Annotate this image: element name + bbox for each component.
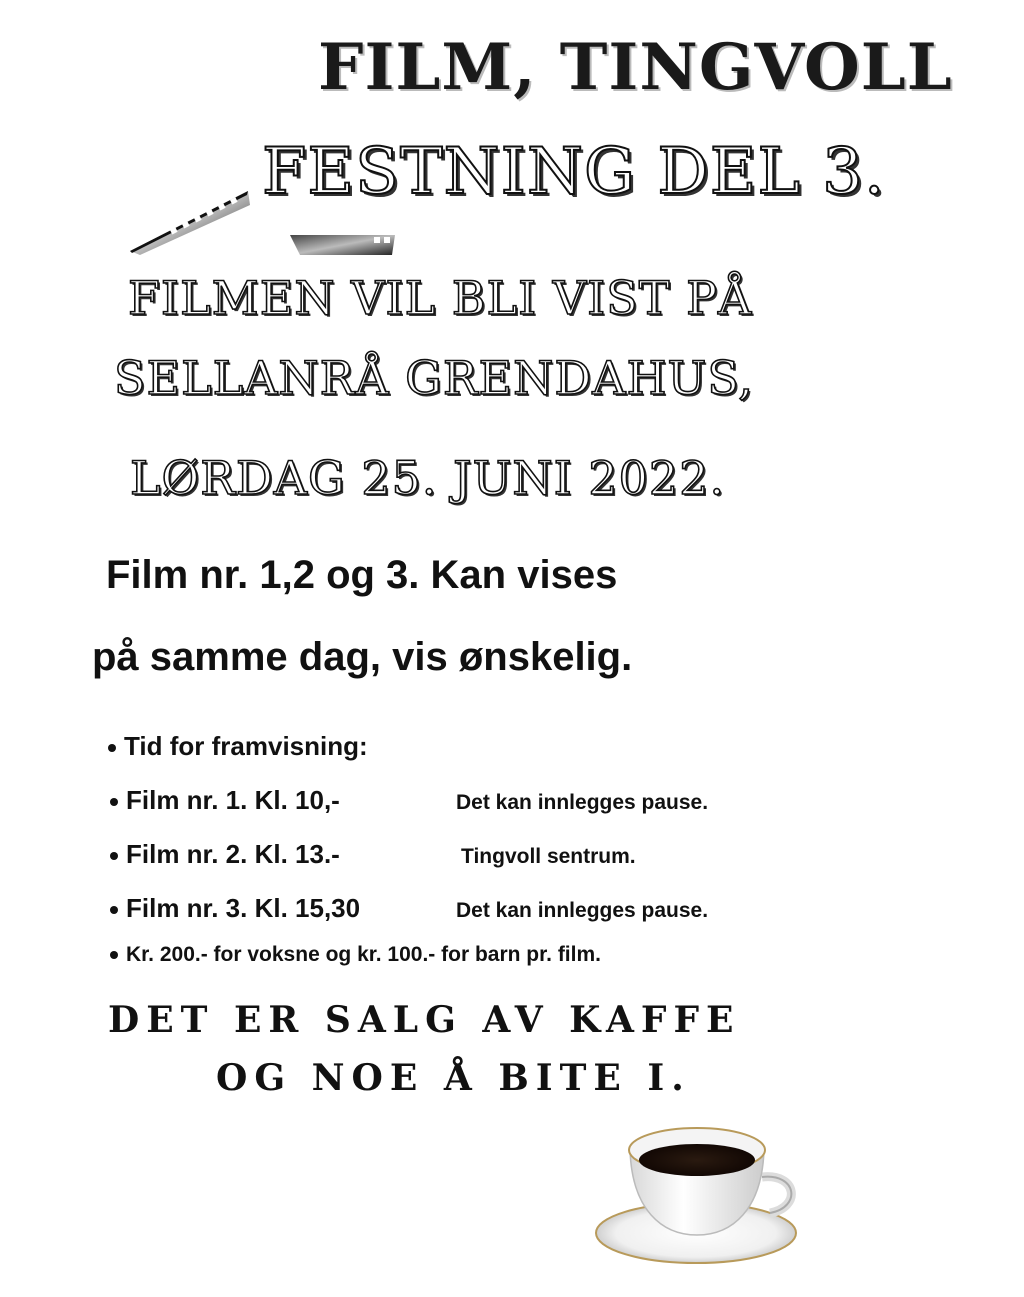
venue-line-1: FILMEN VIL BLI VIST PÅ xyxy=(128,271,753,325)
statement-line-2: på samme dag, vis ønskelig. xyxy=(92,635,633,679)
closing-line-2: OG NOE Å BITE I. xyxy=(216,1057,691,1099)
date-line: LØRDAG 25. JUNI 2022. xyxy=(130,451,726,505)
schedule-item-note: Det kan innlegges pause. xyxy=(456,899,709,922)
bullet-icon xyxy=(110,951,118,959)
coffee-cup-icon xyxy=(592,1115,807,1265)
schedule-item xyxy=(110,784,340,816)
title-line-2: FESTNING DEL 3. xyxy=(262,135,886,209)
schedule-item xyxy=(110,892,360,924)
bullet-icon xyxy=(110,906,118,914)
bullet-icon xyxy=(110,852,118,860)
bullet-icon xyxy=(108,744,116,752)
schedule-item xyxy=(110,838,340,870)
schedule-heading: Tid for framvisning: xyxy=(108,730,368,762)
venue-line-2: SELLANRÅ GRENDAHUS, xyxy=(114,351,754,405)
statement-line-1: Film nr. 1,2 og 3. Kan vises xyxy=(106,553,618,597)
price-info: Kr. 200.- for voksne og kr. 100.- for barn pr. film. xyxy=(110,942,601,968)
schedule-item-note: Det kan innlegges pause. xyxy=(456,791,709,814)
schedule-item-note: Tingvoll sentrum. xyxy=(461,845,636,868)
schedule-item-label: Film nr. 1. Kl. 10,- xyxy=(126,785,340,815)
closing-line-1: DET ER SALG AV KAFFE xyxy=(108,999,741,1041)
title-line-1: FILM, TINGVOLL xyxy=(318,30,953,105)
bullet-icon xyxy=(110,798,118,806)
schedule-item-label: Film nr. 2. Kl. 13.- xyxy=(126,839,340,869)
schedule-item-label: Film nr. 3. Kl. 15,30 xyxy=(126,893,361,923)
